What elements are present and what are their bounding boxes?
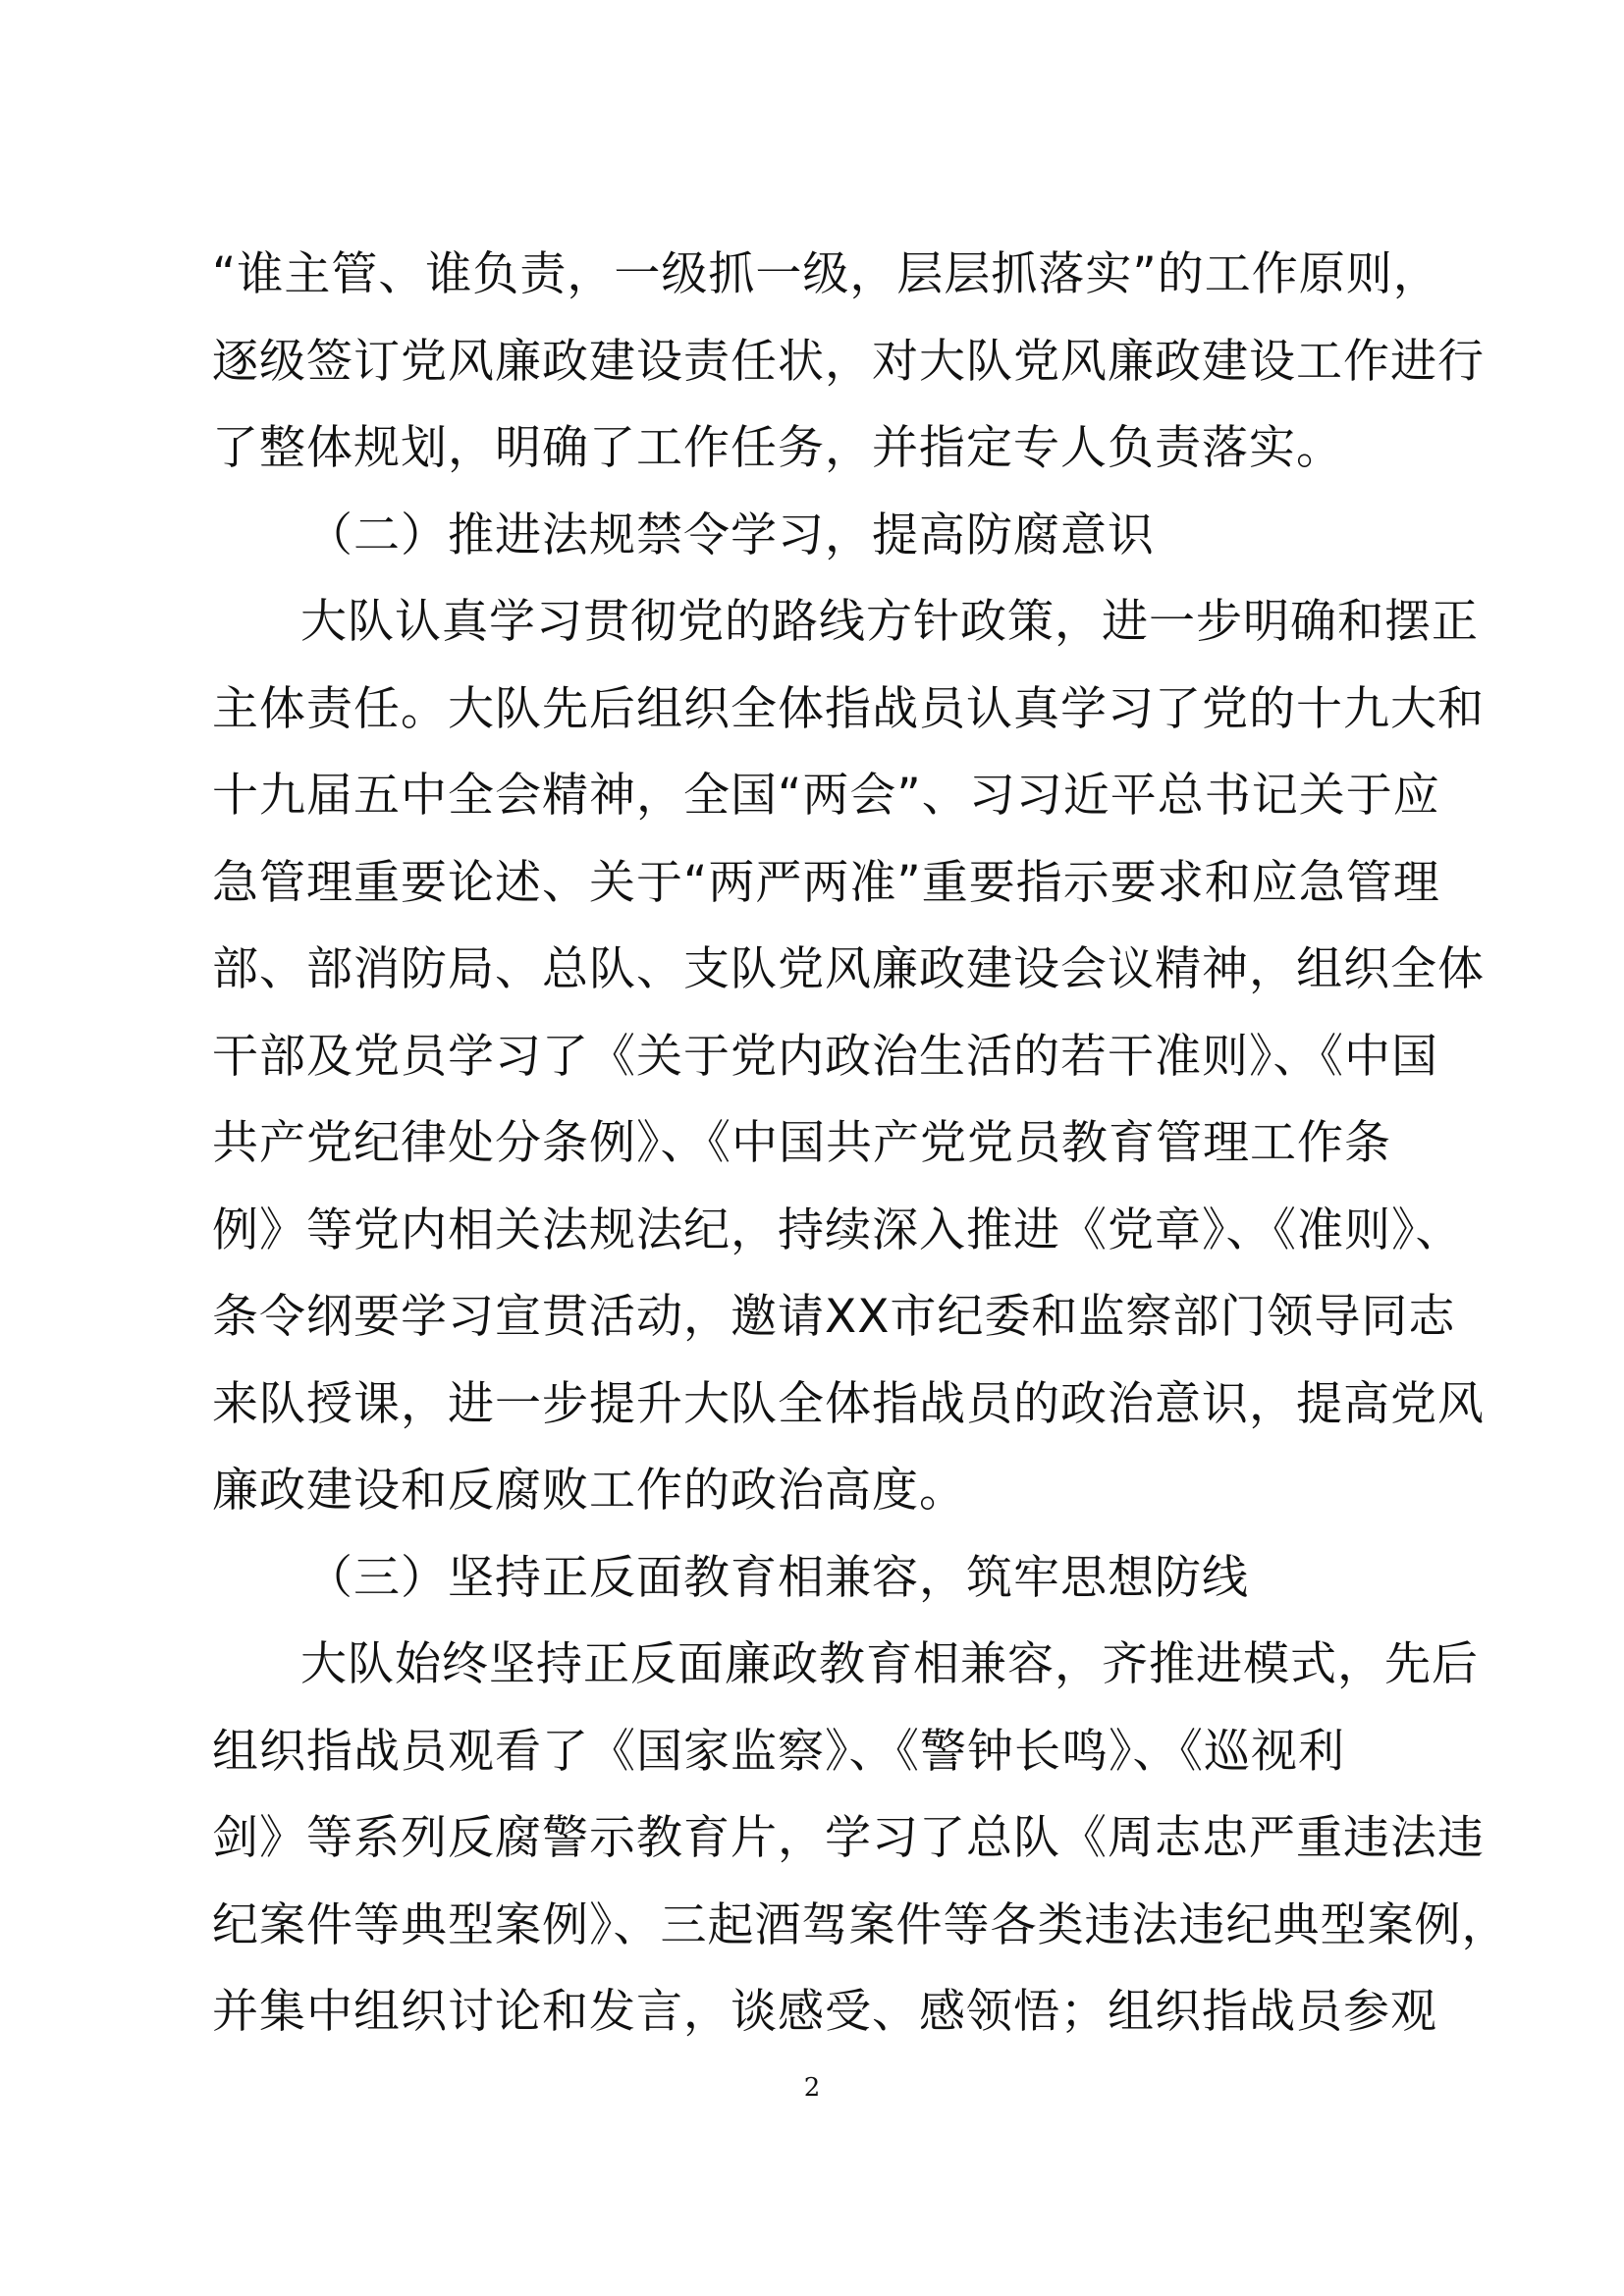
body-line: 主体责任。大队先后组织全体指战员认真学习了党的十九大和: [212, 681, 1485, 736]
body-line: 急管理重要论述、关于“两严两准”重要指示要求和应急管理: [212, 855, 1440, 910]
body-line: 十九届五中全会精神，全国“两会”、习习近平总书记关于应: [212, 769, 1440, 823]
body-line: 纪案件等典型案例》、三起酒驾案件等各类违法违纪典型案例，: [212, 1897, 1509, 1952]
body-line: 部、部消防局、总队、支队党风廉政建设会议精神，组织全体: [212, 942, 1485, 996]
body-line: 共产党纪律处分条例》、《中国共产党党员教育管理工作条: [212, 1116, 1391, 1170]
body-line: 来队授课，进一步提升大队全体指战员的政治意识，提高党风: [212, 1376, 1485, 1431]
paragraph-first-line: 大队认真学习贯彻党的路线方针政策，进一步明确和摆正: [300, 595, 1479, 649]
body-line: 廉政建设和反腐败工作的政治高度。: [212, 1464, 966, 1518]
paragraph-first-line: 大队始终坚持正反面廉政教育相兼容，齐推进模式，先后: [300, 1637, 1479, 1691]
body-line: 干部及党员学习了《关于党内政治生活的若干准则》、《中国: [212, 1029, 1438, 1084]
body-line: 了整体规划，明确了工作任务，并指定专人负责落实。: [212, 421, 1343, 475]
section-heading: （三）坚持正反面教育相兼容，筑牢思想防线: [306, 1550, 1249, 1605]
page-number: 2: [803, 2073, 821, 2103]
body-text: [212, 232, 1509, 2056]
body-line: 条令纲要学习宣贯活动，邀请XX市纪委和监察部门领导同志: [212, 1290, 1456, 1344]
body-line: 并集中组织讨论和发言，谈感受、感领悟；组织指战员参观: [212, 1985, 1437, 2039]
section-heading: （二）推进法规禁令学习，提高防腐意识: [306, 507, 1155, 562]
body-line: 逐级签订党风廉政建设责任状，对大队党风廉政建设工作进行: [212, 334, 1485, 389]
body-line: 例》等党内相关法规法纪，持续深入推进《党章》、《准则》、: [212, 1202, 1463, 1257]
body-line: 剑》等系列反腐警示教育片，学习了总队《周志忠严重违法违: [212, 1811, 1485, 1865]
body-line: 组织指战员观看了《国家监察》、《警钟长鸣》、《巡视利: [212, 1724, 1345, 1779]
body-line: “谁主管、谁负责，一级抓一级，层层抓落实”的工作原则，: [212, 247, 1440, 301]
